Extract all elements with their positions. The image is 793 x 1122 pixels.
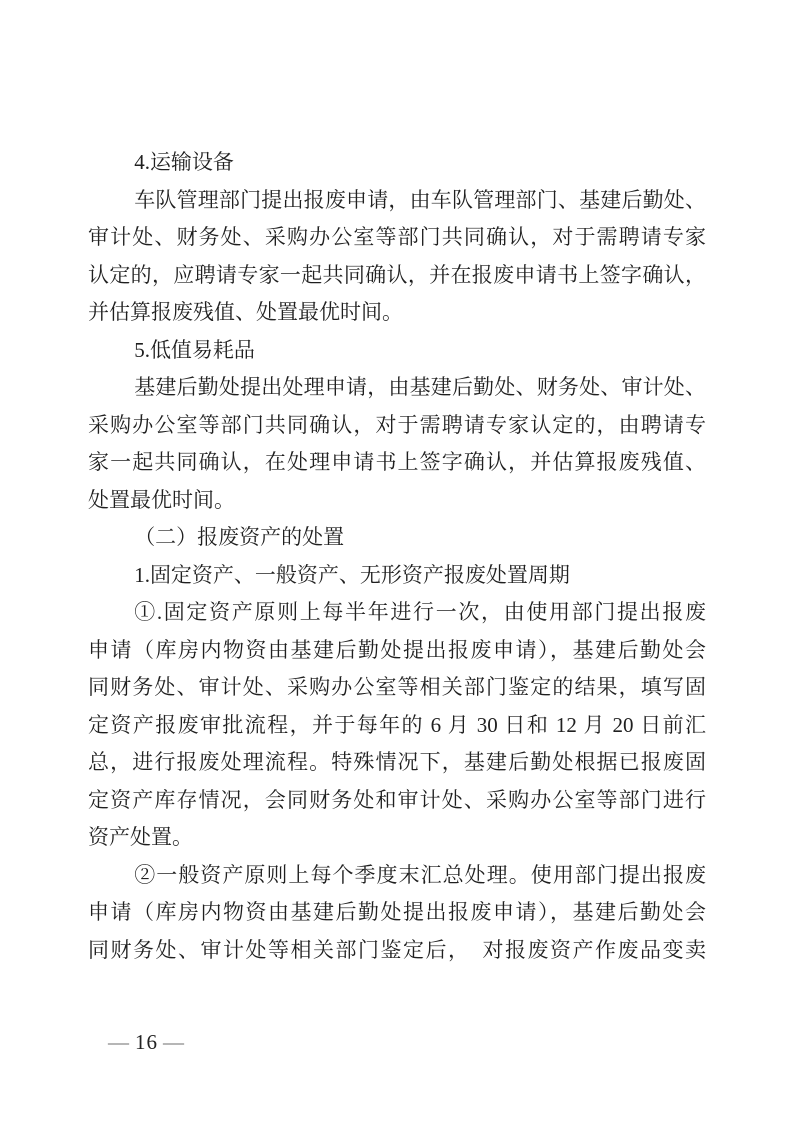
- paragraph-line: 总，进行报废处理流程。特殊情况下，基建后勤处根据已报废固: [88, 750, 706, 774]
- paragraph-line: 处置最优时间。: [88, 487, 235, 512]
- paragraph-line: 定资产报废审批流程，并于每年的 6 月 30 日和 12 月 20 日前汇: [88, 712, 706, 737]
- paragraph-line: ①.固定资产原则上每半年进行一次，由使用部门提出报废: [134, 600, 706, 624]
- heading-line: 5.低值易耗品: [134, 337, 255, 362]
- paragraph-line: 资产处置。: [88, 825, 193, 849]
- paragraph-line: 基建后勤处提出处理申请，由基建后勤处、财务处、审计处、: [134, 375, 706, 399]
- paragraph-line: 审计处、财务处、采购办公室等部门共同确认，对于需聘请专家: [88, 225, 706, 249]
- paragraph-line: 采购办公室等部门共同确认，对于需聘请专家认定的，由聘请专: [88, 412, 706, 437]
- paragraph-line: 定资产库存情况，会同财务处和审计处、采购办公室等部门进行: [88, 787, 706, 812]
- paragraph-line: 同财务处、审计处、采购办公室等相关部门鉴定的结果，填写固: [88, 675, 706, 699]
- page-number: 16: [135, 1030, 158, 1054]
- heading-line: 1.固定资产、一般资产、无形资产报废处置周期: [134, 562, 570, 587]
- paragraph-line: 认定的，应聘请专家一起共同确认，并在报废申请书上签字确认，: [88, 262, 706, 287]
- paragraph-line: 车队管理部门提出报废申请，由车队管理部门、基建后勤处、: [134, 187, 706, 212]
- paragraph-line: 家一起共同确认，在处理申请书上签字确认，并估算报废残值、: [88, 450, 706, 474]
- page-number-dash-left: —: [108, 1030, 130, 1054]
- page-number-dash-right: —: [163, 1030, 185, 1054]
- page-footer: [103, 1030, 190, 1055]
- paragraph-line: ②一般资产原则上每个季度末汇总处理。使用部门提出报废: [134, 862, 706, 887]
- paragraph-line: 并估算报废残值、处置最优时间。: [88, 300, 403, 324]
- paragraph-line: 申请（库房内物资由基建后勤处提出报废申请），基建后勤处会: [88, 637, 706, 662]
- document-text-block: [88, 144, 706, 969]
- heading-line: （二）报废资产的处置: [134, 525, 345, 549]
- paragraph-line: 申请（库房内物资由基建后勤处提出报废申请），基建后勤处会: [88, 900, 706, 924]
- paragraph-line: 同财务处、审计处等相关部门鉴定后， 对报废资产作废品变卖: [88, 937, 706, 962]
- heading-line: 4.运输设备: [134, 150, 234, 174]
